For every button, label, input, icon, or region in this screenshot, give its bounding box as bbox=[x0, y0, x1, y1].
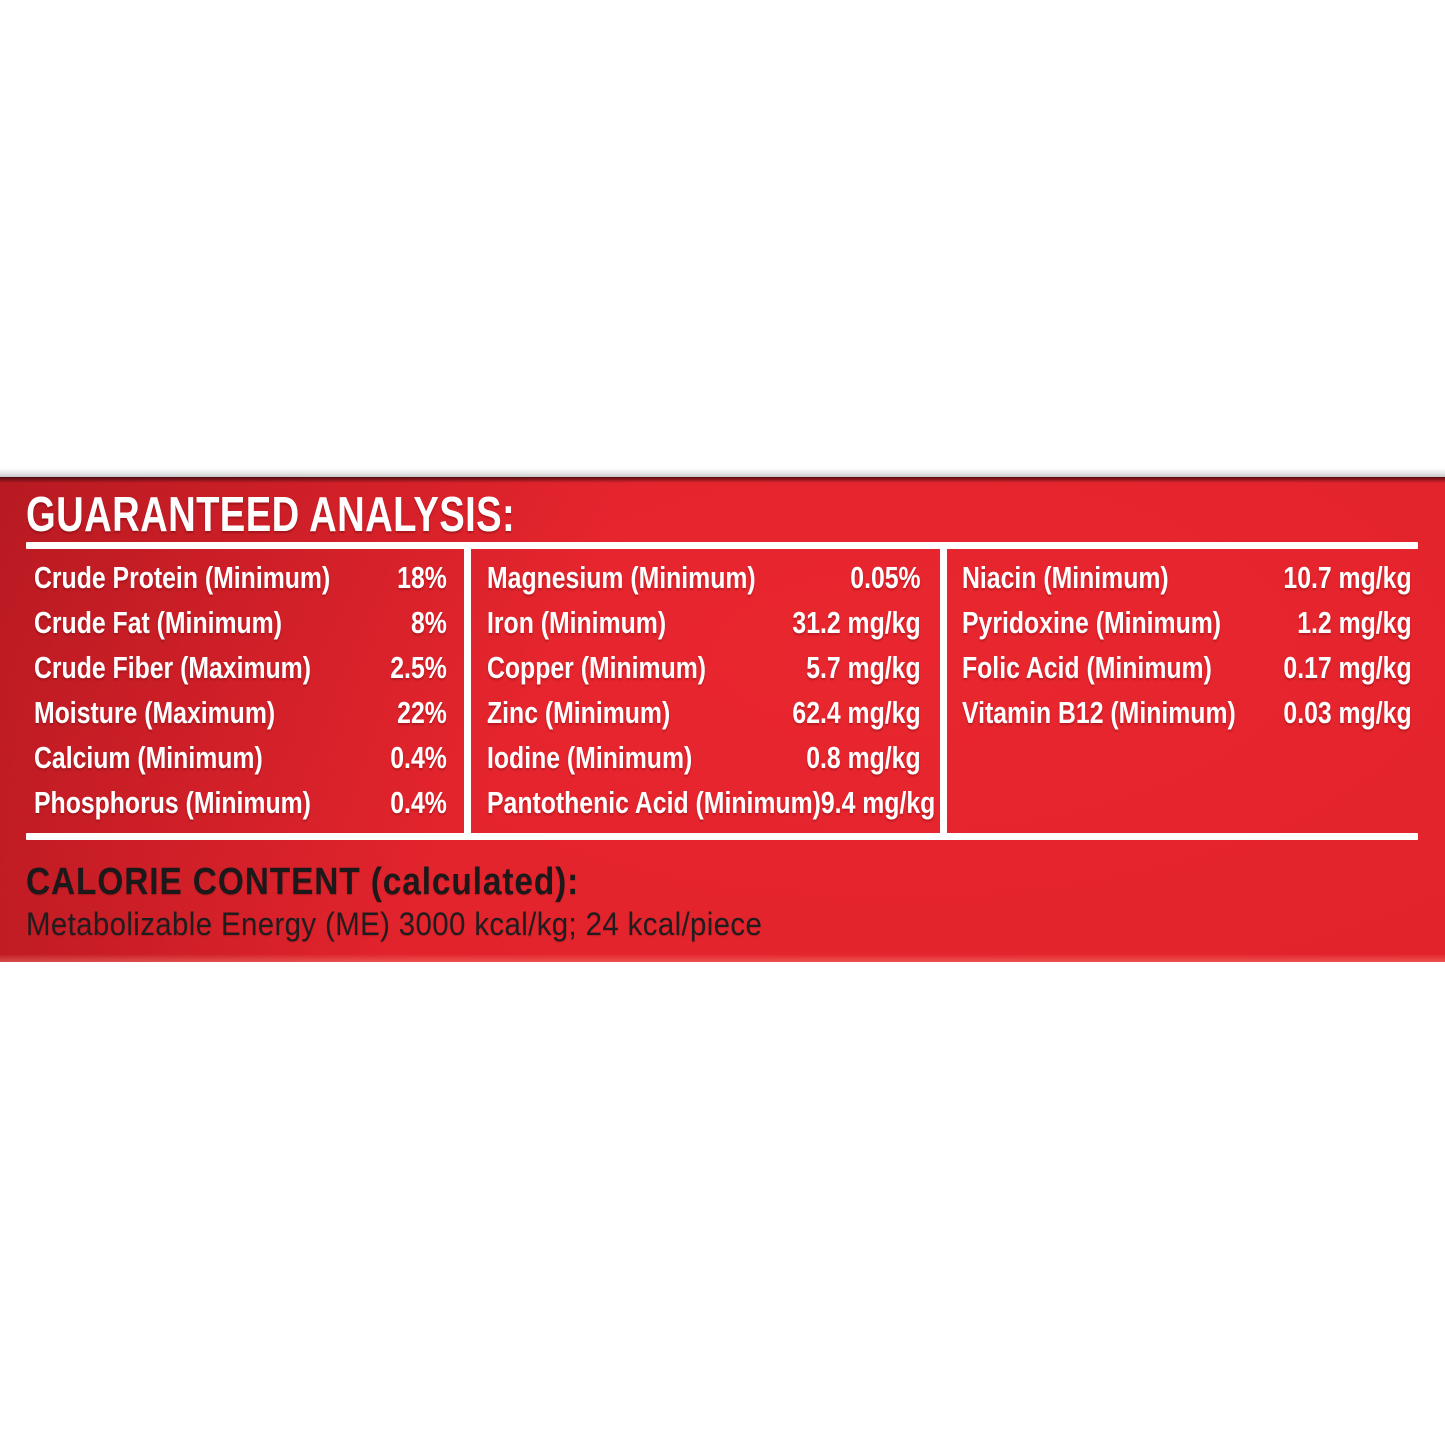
table-row bbox=[34, 555, 447, 600]
table-row bbox=[34, 645, 447, 690]
nutrient-label: Pantothenic Acid (Minimum) bbox=[487, 785, 821, 820]
nutrient-value: 0.8 mg/kg bbox=[806, 740, 921, 775]
nutrient-label: Vitamin B12 (Minimum) bbox=[962, 695, 1236, 730]
table-row bbox=[962, 645, 1412, 690]
nutrient-label: Magnesium (Minimum) bbox=[487, 560, 756, 595]
package-crease-shadow bbox=[0, 468, 1445, 477]
table-row bbox=[487, 690, 921, 735]
nutrient-label: Crude Fiber (Maximum) bbox=[34, 650, 311, 685]
nutrient-value: 22% bbox=[397, 695, 447, 730]
nutrient-value: 62.4 mg/kg bbox=[792, 695, 921, 730]
column-divider-1 bbox=[464, 549, 471, 833]
table-row bbox=[34, 735, 447, 780]
horizontal-rule-top bbox=[26, 542, 1418, 549]
panel-title: GUARANTEED ANALYSIS: bbox=[26, 488, 516, 542]
nutrient-label: Zinc (Minimum) bbox=[487, 695, 671, 730]
nutrient-label: Moisture (Maximum) bbox=[34, 695, 276, 730]
table-row bbox=[487, 735, 921, 780]
table-row bbox=[962, 555, 1412, 600]
nutrient-value: 1.2 mg/kg bbox=[1297, 605, 1412, 640]
nutrient-value: 0.03 mg/kg bbox=[1283, 695, 1412, 730]
table-row bbox=[962, 690, 1412, 735]
table-row bbox=[34, 780, 447, 825]
analysis-column-1 bbox=[26, 549, 464, 833]
calorie-content-value: Metabolizable Energy (ME) 3000 kcal/kg; 24 kcal/piece bbox=[26, 906, 763, 942]
nutrient-label: Crude Fat (Minimum) bbox=[34, 605, 282, 640]
nutrient-label: Crude Protein (Minimum) bbox=[34, 560, 331, 595]
nutrient-label: Calcium (Minimum) bbox=[34, 740, 263, 775]
analysis-column-2 bbox=[471, 549, 940, 833]
table-row bbox=[487, 600, 921, 645]
nutrient-value: 18% bbox=[397, 560, 447, 595]
guaranteed-analysis-panel bbox=[0, 477, 1445, 962]
nutrient-label: Phosphorus (Minimum) bbox=[34, 785, 311, 820]
table-row bbox=[487, 645, 921, 690]
horizontal-rule-bottom bbox=[26, 833, 1418, 840]
nutrient-label: Niacin (Minimum) bbox=[962, 560, 1169, 595]
nutrient-label: Iodine (Minimum) bbox=[487, 740, 693, 775]
nutrient-label: Iron (Minimum) bbox=[487, 605, 667, 640]
table-row bbox=[487, 780, 936, 825]
table-row bbox=[487, 555, 921, 600]
calorie-content-title: CALORIE CONTENT (calculated): bbox=[26, 861, 580, 903]
nutrient-value: 31.2 mg/kg bbox=[792, 605, 921, 640]
panel-content bbox=[26, 477, 1418, 942]
analysis-table bbox=[26, 549, 1418, 833]
table-row bbox=[34, 690, 447, 735]
nutrient-value: 8% bbox=[410, 605, 447, 640]
nutrient-value: 9.4 mg/kg bbox=[820, 785, 936, 820]
nutrient-value: 0.4% bbox=[390, 785, 447, 820]
table-row bbox=[34, 600, 447, 645]
nutrient-value: 0.05% bbox=[850, 560, 921, 595]
nutrient-value: 10.7 mg/kg bbox=[1283, 560, 1412, 595]
column-divider-2 bbox=[940, 549, 947, 833]
nutrient-label: Copper (Minimum) bbox=[487, 650, 707, 685]
nutrient-value: 5.7 mg/kg bbox=[806, 650, 921, 685]
nutrient-label: Pyridoxine (Minimum) bbox=[962, 605, 1222, 640]
analysis-column-3 bbox=[947, 549, 1417, 833]
nutrient-value: 0.17 mg/kg bbox=[1283, 650, 1412, 685]
nutrient-value: 2.5% bbox=[390, 650, 447, 685]
table-row bbox=[962, 600, 1412, 645]
nutrient-label: Folic Acid (Minimum) bbox=[962, 650, 1212, 685]
nutrient-value: 0.4% bbox=[390, 740, 447, 775]
